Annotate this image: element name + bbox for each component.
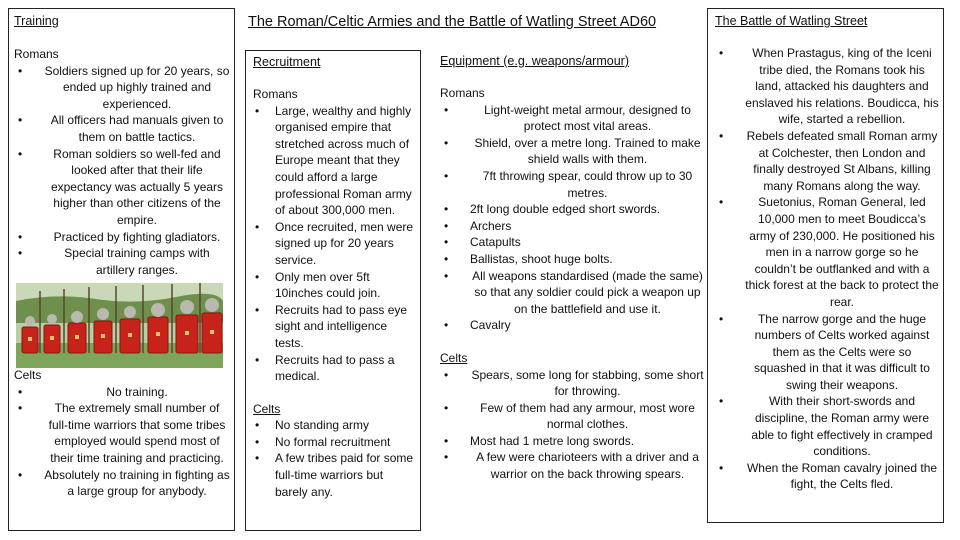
equipment-romans-list xyxy=(440,102,705,334)
list-item: • With their short-swords and discipline, the Roman army were able to fight effectively in cramped conditions. xyxy=(715,393,939,459)
roman-soldiers-photo xyxy=(16,283,223,368)
recruitment-heading: Recruitment xyxy=(253,55,321,69)
recruitment-romans-list xyxy=(253,103,414,385)
training-celts-list xyxy=(14,384,230,500)
list-item: • A few were charioteers with a driver and a warrior on the back throwing spears. xyxy=(440,449,705,482)
list-item: • The extremely small number of full-time warriors that some tribes employed would spend most of their time training and practicing. xyxy=(14,400,230,466)
recruitment-celts-list xyxy=(253,417,414,500)
list-item: • The narrow gorge and the huge numbers of Celts worked against them as the Celts were so squashed in that it was difficult to swing their weapons. xyxy=(715,311,939,394)
recruitment-celts-label: Celts xyxy=(253,401,281,416)
list-item: • Special training camps with artillery ranges. xyxy=(14,245,230,278)
battle-heading: The Battle of Watling Street xyxy=(715,14,868,28)
equipment-heading: Equipment (e.g. weapons/armour) xyxy=(440,54,629,68)
list-item: • Light-weight metal armour, designed to protect most vital areas. xyxy=(440,102,705,135)
list-item: • Absolutely no training in fighting as a large group for anybody. xyxy=(14,467,230,500)
list-item: • Only men over 5ft 10inches could join. xyxy=(253,269,414,302)
training-romans-list xyxy=(14,63,230,279)
equipment-celts-list xyxy=(440,367,705,483)
list-item: • When the Roman cavalry joined the fight, the Celts fled. xyxy=(715,460,939,493)
list-item: • Archers xyxy=(440,218,705,235)
list-item: • Suetonius, Roman General, led 10,000 men to meet Boudicca’s army of 230,000. He positioned his men in a narrow gorge so he couldn’t be outflanked and with a thick forest at the back to protect the rear. xyxy=(715,194,939,310)
battle-panel xyxy=(707,8,944,523)
equipment-romans-label: Romans xyxy=(440,86,485,100)
list-item: • Soldiers signed up for 20 years, so ended up highly trained and experienced. xyxy=(14,63,230,113)
list-item: • Most had 1 metre long swords. xyxy=(440,433,705,450)
training-panel xyxy=(8,8,235,531)
list-item: • Cavalry xyxy=(440,317,705,334)
list-item: • 7ft throwing spear, could throw up to 30 metres. xyxy=(440,168,705,201)
equipment-section xyxy=(440,54,705,483)
training-romans-label: Romans xyxy=(14,47,59,61)
list-item: • Recruits had to pass eye sight and intelligence tests. xyxy=(253,302,414,352)
list-item: • All weapons standardised (made the same) so that any soldier could pick a weapon up on the battlefield and use it. xyxy=(440,268,705,318)
list-item: • 2ft long double edged short swords. xyxy=(440,201,705,218)
list-item: • Ballistas, shoot huge bolts. xyxy=(440,251,705,268)
list-item: • Practiced by fighting gladiators. xyxy=(14,229,230,246)
battle-list xyxy=(715,45,939,493)
training-heading: Training xyxy=(14,14,59,28)
list-item: • Large, wealthy and highly organised empire that stretched across much of Europe meant that they could afford a large professional Roman army of about 300,000 men. xyxy=(253,103,414,219)
list-item: • Once recruited, men were signed up for 20 years service. xyxy=(253,219,414,269)
list-item: • No standing army xyxy=(253,417,414,434)
list-item: • When Prastagus, king of the Iceni tribe died, the Romans took his land, attacked his daughters and enslaved his relations. Boudicca, his wife, started a rebellion. xyxy=(715,45,939,128)
recruitment-panel xyxy=(245,50,421,531)
list-item: • Few of them had any armour, most wore normal clothes. xyxy=(440,400,705,433)
list-item: • Shield, over a metre long. Trained to make shield walls with them. xyxy=(440,135,705,168)
training-celts-label: Celts xyxy=(14,368,42,382)
list-item: • Roman soldiers so well-fed and looked after that their life expectancy was actually 5 years higher than other citizens of the empire. xyxy=(14,146,230,229)
list-item: • No formal recruitment xyxy=(253,434,414,451)
list-item: • Spears, some long for stabbing, some short for throwing. xyxy=(440,367,705,400)
list-item: • Rebels defeated small Roman army at Colchester, then London and finally destroyed St Albans, killing many Romans along the way. xyxy=(715,128,939,194)
list-item: • A few tribes paid for some full-time warriors but barely any. xyxy=(253,450,414,500)
list-item: • No training. xyxy=(14,384,230,401)
list-item: • Catapults xyxy=(440,234,705,251)
equipment-celts-label: Celts xyxy=(440,350,468,365)
recruitment-romans-label: Romans xyxy=(253,87,298,101)
list-item: • Recruits had to pass a medical. xyxy=(253,352,414,385)
page-title: The Roman/Celtic Armies and the Battle of Watling Street AD60 xyxy=(248,14,657,30)
list-item: • All officers had manuals given to them on battle tactics. xyxy=(14,112,230,145)
